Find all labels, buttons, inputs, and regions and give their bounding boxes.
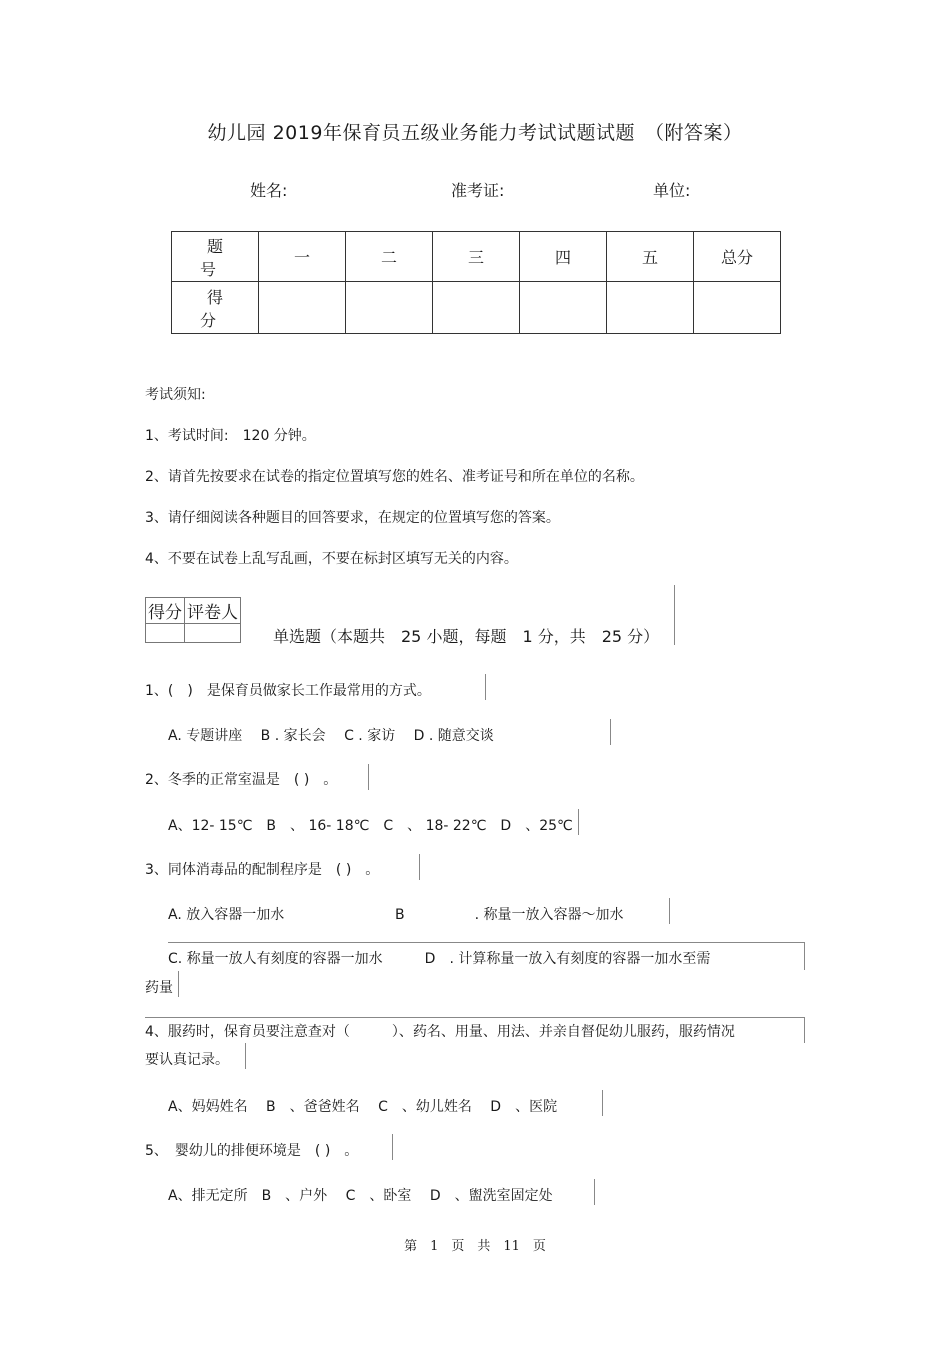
score-row-label: 得 分 xyxy=(172,282,259,334)
unit-label: 单位: xyxy=(653,181,691,200)
divider xyxy=(392,1134,393,1160)
divider xyxy=(578,809,579,835)
score-cell xyxy=(433,282,520,334)
question-2-stem: 2、冬季的正常室温是 ( ) 。 xyxy=(145,772,338,788)
grader-name-cell xyxy=(185,624,241,643)
score-cell xyxy=(520,282,607,334)
divider xyxy=(610,719,611,745)
notice-item-4: 4、不要在试卷上乱写乱画，不要在标封区填写无关的内容。 xyxy=(145,551,518,567)
page-title: 幼儿园 2019年保育员五级业务能力考试试题试题 （附答案） xyxy=(207,122,743,144)
grader-score-label: 得分 xyxy=(146,598,185,624)
score-header-1: 一 xyxy=(259,232,346,282)
divider xyxy=(245,1043,246,1069)
question-3-option-c-d: C. 称量一放人有刻度的容器一加水 D . 计算称量一放入有刻度的容器一加水至需 xyxy=(168,951,711,967)
score-header-number: 题 号 xyxy=(172,232,259,282)
notice-item-1: 1、考试时间: 120 分钟。 xyxy=(145,428,316,444)
name-label: 姓名: xyxy=(250,181,288,200)
question-3-option-a: A. 放入容器一加水 xyxy=(168,907,285,923)
question-5-options: A、排无定所 B 、户外 C 、卧室 D 、盥洗室固定处 xyxy=(168,1188,553,1204)
notice-heading: 考试须知: xyxy=(145,387,206,403)
divider xyxy=(804,1017,805,1043)
divider xyxy=(368,764,369,790)
divider xyxy=(804,942,805,970)
score-cell xyxy=(346,282,433,334)
score-header-5: 五 xyxy=(607,232,694,282)
score-cell xyxy=(259,282,346,334)
divider xyxy=(602,1090,603,1116)
score-cell xyxy=(607,282,694,334)
grader-name-label: 评卷人 xyxy=(185,598,241,624)
question-3-option-d-continued: 药量 xyxy=(145,980,173,996)
notice-item-2: 2、请首先按要求在试卷的指定位置填写您的姓名、准考证号和所在单位的名称。 xyxy=(145,469,644,485)
question-3-stem: 3、同体消毒品的配制程序是 ( ) 。 xyxy=(145,862,380,878)
divider xyxy=(419,854,420,880)
divider xyxy=(145,1017,805,1018)
question-1-stem: 1、( ) 是保育员做家长工作最常用的方式。 xyxy=(145,683,431,699)
page-footer: 第 1 页 共 11 页 xyxy=(404,1239,546,1254)
score-header-total: 总分 xyxy=(694,232,781,282)
score-header-4: 四 xyxy=(520,232,607,282)
question-4-options: A、妈妈姓名 B 、爸爸姓名 C 、幼儿姓名 D 、医院 xyxy=(168,1099,558,1115)
question-2-options: A、12- 15℃ B 、 16- 18℃ C 、 18- 22℃ D 、25℃ xyxy=(168,818,573,834)
question-4-stem-continued: 要认真记录。 xyxy=(145,1052,229,1068)
question-1-options: A. 专题讲座 B . 家长会 C . 家访 D . 随意交谈 xyxy=(168,728,494,744)
divider xyxy=(594,1179,595,1205)
divider xyxy=(168,942,804,943)
divider xyxy=(178,971,179,997)
section-title: 单选题（本题共 25 小题，每题 1 分，共 25 分） xyxy=(273,627,660,646)
grader-box xyxy=(145,597,241,643)
score-header-3: 三 xyxy=(433,232,520,282)
divider xyxy=(485,674,486,700)
score-cell xyxy=(694,282,781,334)
grader-score-cell xyxy=(146,624,185,643)
score-table xyxy=(171,231,781,334)
divider xyxy=(669,898,670,924)
score-header-2: 二 xyxy=(346,232,433,282)
question-3-option-b: B . 称量一放入容器～加水 xyxy=(395,907,624,923)
exam-id-label: 准考证: xyxy=(451,181,505,200)
question-4-stem: 4、服药时，保育员要注意查对（ ）、药名、用量、用法、并亲自督促幼儿服药，服药情况 xyxy=(145,1024,735,1040)
notice-item-3: 3、请仔细阅读各种题目的回答要求，在规定的位置填写您的答案。 xyxy=(145,510,560,526)
question-5-stem: 5、 婴幼儿的排便环境是 ( ) 。 xyxy=(145,1143,359,1159)
divider xyxy=(674,585,675,645)
